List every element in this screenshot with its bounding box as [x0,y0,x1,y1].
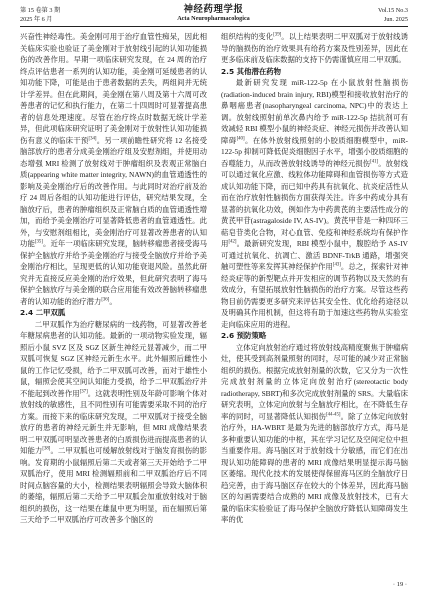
page-number: · 19 · [392,581,407,588]
issue-date-en: Jun. 2025 [383,15,408,23]
paragraph-text: 最新研究发现 miR-122-5p 在小鼠放射性脑损伤(radiation-induced brain injury, RBI)模型和接收放射治疗的鼻咽癌患者(nasopharyngeal carcinoma, NPC)中的表达上调。放射线照射前单次鼻内给予 miR-122-5p 拮抗剂可有效减轻 RBI 模型小鼠的神经炎症、神经元损伤并改善认知障碍 [221,78,408,145]
section-heading: 2.4 二甲双胍 [20,308,66,317]
paragraph [221,31,408,66]
paragraph-text: 。放射线可以通过氧化应激、线粒体功能障碍和血管损伤等方式造成认知功能下降，而已知中药具有抗氧化、抗炎症活性从而在治疗放射性脑损伤方面获得关注。许多中药成分具有显著的抗氧化功效，例如作为中药黄芪的主要活性成分的黄芪甲苷(astragaloside IV, AS-IV)。黄芪甲苷是一种四环三萜皂苷类化合物，对心血管、免疫和神经系统均有保护作用 [221,158,408,248]
running-header-right [378,7,408,24]
paragraph-text: 。在体外放射线照射的小胶质细胞模型中，miR-122-5p 抑制可降低促炎细胞因子水平，增强小胶质细胞的吞噬能力，从而改善放射线诱导的神经元损伤 [221,135,408,168]
paragraph-text: 。近年一项临床研究发现，脑转移瘤患者接受海马保护全脑放疗并给予美金刚治疗与接受全脑放疗并给予美金刚治疗相比，呈现更低的认知功能衰退风险。虽然此研究并无直接反应美金刚的治疗效果，但此研究表明了海马保护全脑放疗与美金刚的联合应用能有效改善脑转移瘤患者的认知功能的治疗潜力 [20,239,207,306]
paragraph-text: 兴奋性神经毒性。美金刚可用于治疗血管性痴呆，因此相关临床实验也验证了美金刚对于放射线引起的认知功能损伤的改善作用。早期一项临床研究发现，在 24 周的治疗终点评估患者一系列的认知功能，美金刚可延缓患者的认知功能下降，可能是由于患者数据的丢失，两组间并无统计学差异。但在此期间，美金刚在第八周及第十六周可改善患者的记忆和执行能力，在第二十四周时可显著提高患者的信息处理速度。尽管在治疗终点时数据无统计学差异，但此项临床研究证明了美金刚对于放射性认知功能损伤有意义的临床干预 [20,32,207,145]
citation-ref: [37] [79,389,88,395]
citation-ref: [34] [88,136,97,142]
section-heading: 2.5 其他潜在药物 [221,66,282,76]
running-header-center [0,4,427,23]
paragraph-text: 。 [109,296,117,306]
citation-ref: [35] [34,239,43,245]
paragraph-text: 立体定向放射治疗通过将放射线高精度聚焦于肿瘤病灶，使其受到高剂量照射的同时，尽可能的减少对正常脑组织的损伤。根据完成放射剂量的次数，它又分为一次性完成放射剂量的立体定向放射治疗(stereotactic body radiotherapy, SBRT)和多次完成放射剂量的 SRS。大量临床研究表明，立体定向放射与全脑放疗相比，在不降低生存率的同时，可显著降低认知损伤 [221,342,408,421]
volume-issue: 第 15 卷第 3 期 [20,7,61,14]
citation-ref: [44-45] [326,412,341,418]
left-column [20,31,207,526]
citation-ref: [41] [370,159,379,165]
section-heading: 2.6 预防策略 [221,331,267,340]
paragraph [20,31,207,307]
paragraph-text: 。除了立体定向放射治疗外，HA-WBRT 是最为先进的脑部放疗方式，海马是多种重要认知功能的中枢，其在学习记忆及空间定位中担当重要作用。海马脑区对于放射线十分敏感，而它们在出现认知功能障碍的患者的 MRI 成像结果明显提示海马脑区萎缩。现代化技术的发展使得保留海马区的全脑放疗日趋完善，由于海马脑区存在较大的个体差异，因此海马脑区的勾画需要结合成熟的 MRI 成像及放射技术，已有大量的临床实验验证了海马保护全脑放疗降低认知障碍发生率的优 [221,411,408,524]
citation-ref: [42] [228,239,237,245]
paragraph [221,77,408,330]
right-column [221,31,408,526]
header-rule [20,26,408,27]
citation-ref: [39] [273,32,282,38]
journal-title-cn: 神经药理学报 [183,4,244,15]
paragraph-text: 。这就表明性别及年龄可影响个体对放射线的敏感性，且不同性别有可能需要采取不同的治疗方案。而接下来的临床研究发现，二甲双胍对于接受全脑放疗的患者的神经元新生并无影响，但 MRI 成像结果表明二甲双胍可明显改善患者的白质损伤进而提高患者的认知能力 [20,388,207,455]
paragraph-text: 。最新研究发现，RBI 模型小鼠中，腹腔给予 AS-IV 可通过抗氧化、抗凋亡、激活 BDNF-TrkB 通路，增强突触可塑性等来发挥其神经保护作用 [221,239,408,271]
paragraph-text: 。以上结果表明二甲双胍对于放射线诱导的脑损伤的治疗效果具有给药方案及性别差异，因此在更多临床前及临床数据的支持下仍需谨慎应用二甲双胍。 [221,32,408,64]
citation-ref: [38] [42,446,51,452]
paragraph-text: 。总之，探索针对神经炎症等的新型靶点并开发相应的调节药物以及天然的有效成分，有望拓展放射性脑损伤的治疗方案。尽管这些药物目前仍需要更多研究来评估其安全性、优化给药途径以及明确其作用机制，但这将有助于加速这些药物从实验室走向临床应用的进程。 [221,262,408,329]
issue-date: 2025 年 6 月 [20,15,53,23]
citation-ref: [36] [101,297,110,303]
paragraph [221,342,408,526]
paragraph-text: 二甲双胍作为治疗糖尿病的一线药物，可显著改善老年糖尿病患者的认知功能。最新的一项动物实验发现，辐照后小鼠 SVZ 区及 SGZ 区新生神经元显著减少，而二甲双胍可恢复 SGZ 区神经元新生水平。此外辐照后雌性小鼠的工作记忆受损，给予二甲双胍可改善，而对于雄性小鼠，辐照会使其空间认知能力受损，给予二甲双胍治疗并不能起到改善作用 [20,319,207,398]
citation-ref: [43] [332,262,341,268]
paragraph-text: 。另一项前瞻性研究将 12 名接受脑部放疗的患者分成美金刚治疗组及安慰剂组，并使用动态增强 MRI 检测了放射线对于肿瘤组织及表观正常脑白质(appearing white matter integrity, NAWN)的血管通透性的影响及美金刚治疗后的改善作用。与此同时对治疗前及治疗 24 周后各组的认知功能进行评估，研究结果发现，全脑放疗后，患者的肿瘤组织及正常脑白质的血管通透性增加，而给予美金刚治疗可显著降低患者的血管通透性。此外，与安慰剂组相比，美金刚治疗可显著改善患者的认知功能 [20,135,207,248]
paragraph-text: 。二甲双胍也可缓解放射线对于脑发育损伤的影响。发育期的小鼠辐照后第二天或者第三天开始给予二甲双胍治疗，使用 MRI 检测辐照前和二甲双胍治疗后不同时间点脑容量的大小，检测结果表明辐照会导致大脑体积的萎缩，辐照后第二天给予二甲双胍会加重放射线对于脑组织的损伤，这一结果在雄鼠中更为明显，而在辐照后第三天给予二甲双胍治疗可改善多个脑区的 [20,446,207,524]
journal-title-en: Acta Neuropharmacologica [177,15,250,22]
paragraph-text: 组织结构的变化 [221,32,274,41]
paragraph [20,319,207,526]
citation-ref: [40] [236,136,245,142]
vol-no: Vol.15 No.3 [378,7,408,14]
